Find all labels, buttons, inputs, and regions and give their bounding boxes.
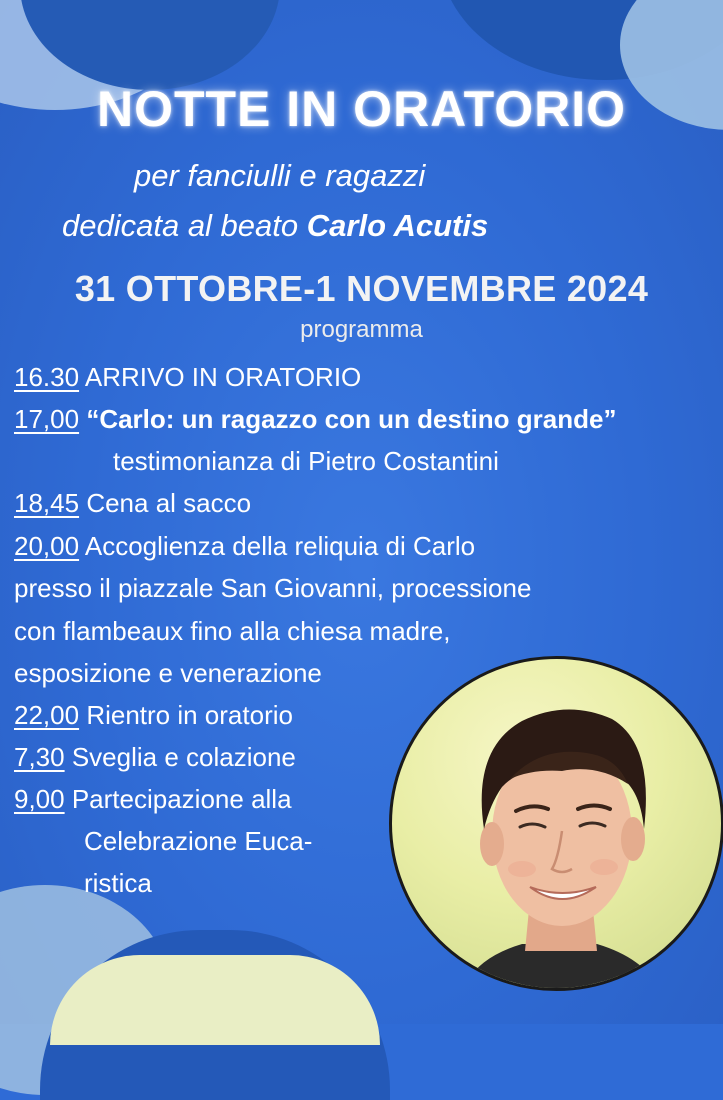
program-item (14, 531, 475, 562)
program-item (14, 700, 293, 731)
program-time: 18,45 (14, 488, 80, 518)
dedication-prefix: dedicata al beato (62, 208, 299, 243)
program-time: 17,00 (14, 404, 80, 434)
program-item-detail: presso il piazzale San Giovanni, processione (14, 573, 532, 603)
program-item (14, 784, 292, 815)
program-time: 16.30 (14, 362, 80, 392)
portrait-illustration (392, 659, 723, 991)
program-time: 22,00 (14, 700, 80, 730)
program-event: Cena al sacco (86, 488, 252, 518)
program-item (14, 742, 296, 773)
program-item-detail: con flambeaux fino alla chiesa madre, (14, 616, 451, 646)
portrait-photo (389, 656, 723, 991)
subtitle-dedication (62, 208, 488, 244)
program-item (14, 362, 361, 393)
program-event: Accoglienza della reliquia di Carlo (84, 531, 476, 561)
program-item-detail: ristica (84, 868, 152, 898)
program-time: 7,30 (14, 742, 65, 772)
program-item-detail: esposizione e venerazione (14, 658, 322, 688)
program-item (14, 404, 616, 435)
decor-arch-bottom-cream (50, 955, 380, 1045)
program-time: 9,00 (14, 784, 65, 814)
program-item-detail: testimonianza di Pietro Costantini (113, 446, 499, 476)
program-item (14, 488, 251, 519)
program-event: Sveglia e colazione (71, 742, 296, 772)
event-dates: 31 OTTOBRE-1 NOVEMBRE 2024 (74, 268, 649, 309)
program-item-detail: Celebrazione Euca- (84, 826, 313, 856)
program-event: ARRIVO IN ORATORIO (84, 362, 362, 392)
program-event: “Carlo: un ragazzo con un destino grande” (86, 404, 617, 434)
dedication-name: Carlo Acutis (306, 208, 489, 243)
subtitle-audience: per fanciulli e ragazzi (134, 158, 426, 193)
program-time: 20,00 (14, 531, 80, 561)
program-event: Rientro in oratorio (86, 700, 293, 730)
poster-title: NOTTE IN ORATORIO (96, 81, 627, 137)
program-label: programma (300, 316, 423, 343)
program-event: Partecipazione alla (71, 784, 292, 814)
